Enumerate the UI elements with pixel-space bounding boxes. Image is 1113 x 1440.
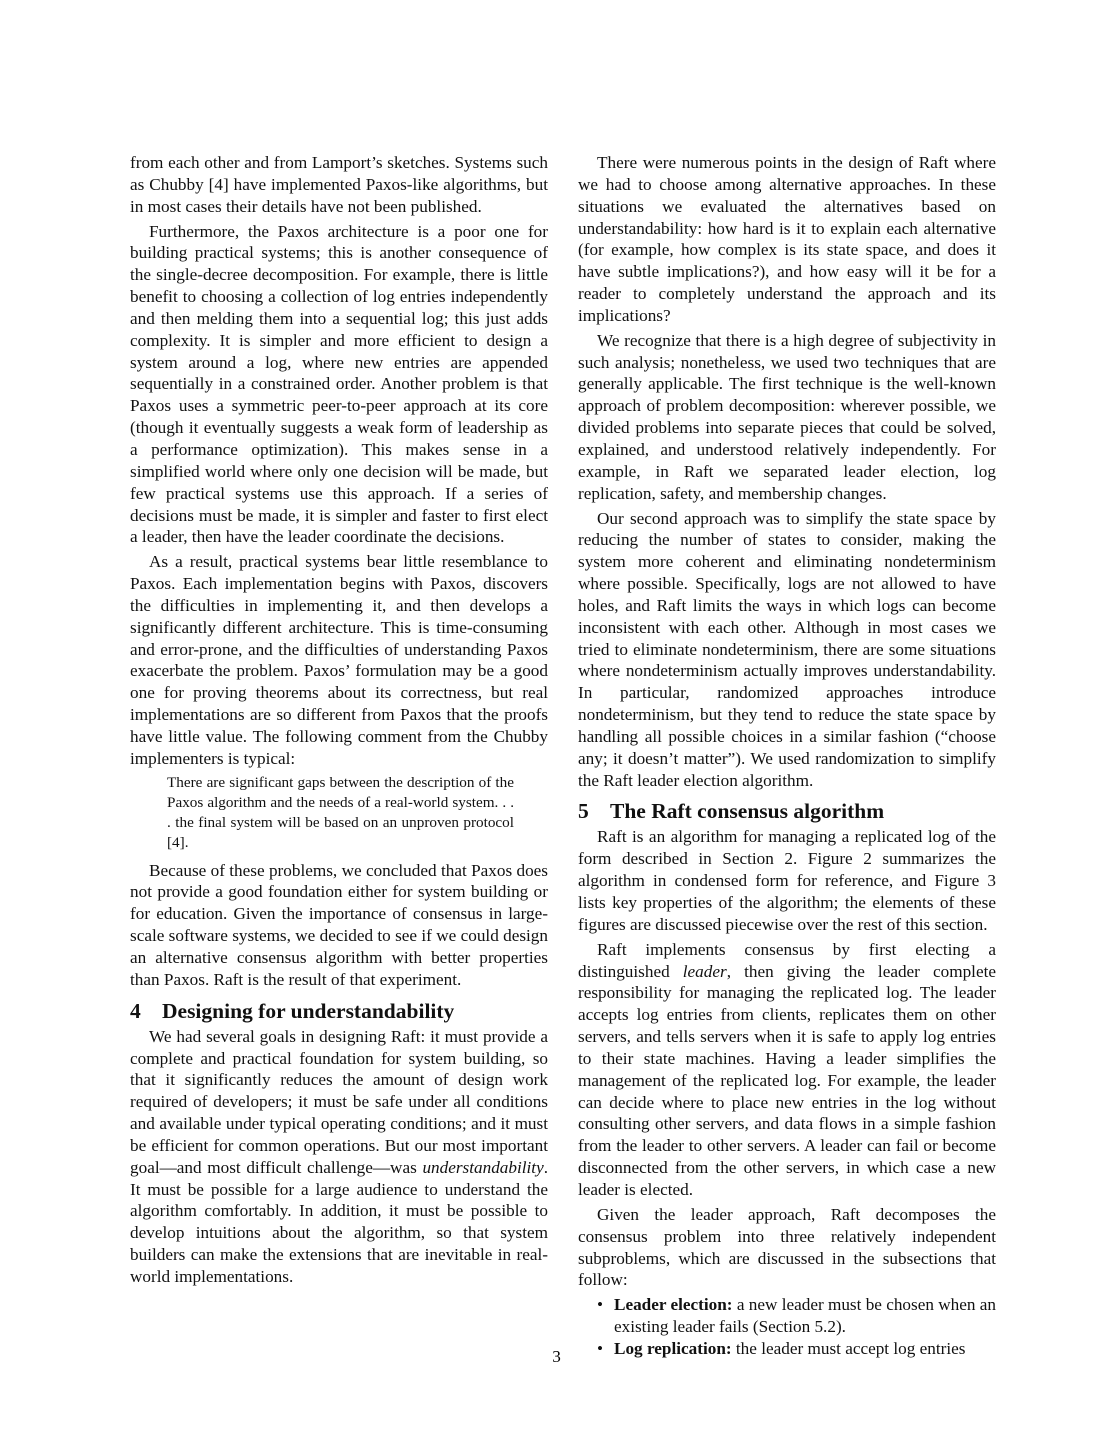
paragraph: Raft is an algorithm for managing a replicated log of the form described in Section 2. Figure 2 summarizes the algorithm in condensed form for reference, and Figure 3 lists key properties of the algorithm; the elements of these figures are discussed piecewise over the rest of this section. bbox=[578, 827, 996, 934]
paragraph: Given the leader approach, Raft decomposes the consensus problem into three relatively independent subproblems, which are discussed in the subsections that follow: bbox=[578, 1204, 996, 1290]
section-heading bbox=[578, 798, 996, 824]
paragraph bbox=[130, 1026, 548, 1288]
text-run: . It must be possible for a large audience to understand the algorithm comfortably. In addition, it must be possible to develop intuitions about the algorithm, so that system builders can make the extensions that are inevitable in real-world implementations. bbox=[130, 1157, 548, 1286]
section-title: The Raft consensus algorithm bbox=[610, 799, 885, 824]
list-item-label: Log replication: bbox=[614, 1338, 732, 1358]
left-column bbox=[130, 152, 548, 1291]
paragraph: Our second approach was to simplify the state space by reducing the number of states to consider, making the system more coherent and eliminating nondeterminism where possible. Specifically, logs are not allowed to have holes, and Raft limits the ways in which logs can become inconsistent with each other. Although in most cases we tried to eliminate nondeterminism, there are some situations where nondeterminism actually improves understandability. In particular, randomized approaches introduce nondeterminism, but they tend to reduce the state space by handling all possible choices in a similar fashion (“choose any; it doesn’t matter”). We used randomization to simplify the Raft leader election algorithm. bbox=[578, 508, 996, 790]
paragraph: We recognize that there is a high degree of subjectivity in such analysis; nonetheless, we used two techniques that are generally applicable. The first technique is the well-known approach of problem decomposition: wherever possible, we divided problems into separate pieces that could be solved, explained, and understood relatively independently. For example, in Raft we separated leader election, log replication, safety, and membership changes. bbox=[578, 330, 996, 503]
paragraph: There were numerous points in the design of Raft where we had to choose among alternative approaches. In these situations we evaluated the alternatives based on understandability: how hard is it to explain each alternative (for example, how complex is its state space, and does it have subtle implications?), and how easy will it be for a reader to completely understand the approach and its implications? bbox=[578, 153, 996, 325]
list-item-text: the leader must accept log entries bbox=[731, 1338, 966, 1358]
paragraph: from each other and from Lamport’s sketches. Systems such as Chubby [4] have implemented Paxos-like algorithms, but in most cases their details have not been published. bbox=[130, 153, 548, 216]
section-number: 4 bbox=[130, 998, 141, 1023]
page-number: 3 bbox=[552, 1347, 561, 1366]
block-quote: There are significant gaps between the description of the Paxos algorithm and the needs of a real-world system. . . . the final system will be based on an unproven protocol [4]. bbox=[167, 773, 514, 851]
section-title: Designing for understandability bbox=[162, 998, 455, 1023]
list-item-text: a new leader must be chosen when an existing leader fails (Section 5.2). bbox=[614, 1295, 996, 1337]
text-run: We had several goals in designing Raft: it must provide a complete and practical foundation for system building, so that it significantly reduces the amount of design work required of developers; it must be safe under all conditions and available under typical operating conditions; and it must be efficient for common operations. But our most important goal—and most difficult challenge—was bbox=[130, 1026, 548, 1177]
right-column bbox=[578, 152, 996, 1360]
list-item-label: Leader election: bbox=[614, 1295, 733, 1315]
bullet-icon: • bbox=[597, 1338, 604, 1358]
section-heading bbox=[130, 998, 548, 1024]
emphasis: understandability bbox=[422, 1157, 544, 1177]
text-run: Raft implements consensus by first electing a distinguished bbox=[578, 939, 996, 981]
paragraph: As a result, practical systems bear little resemblance to Paxos. Each implementation begins with Paxos, discovers the difficulties in implementing it, and then develops a significantly different architecture. This is time-consuming and error-prone, and the difficulties of understanding Paxos exacerbate the problem. Paxos’ formulation may be a good one for proving theorems about its correctness, but real implementations are so different from Paxos that the proofs have little value. The following comment from the Chubby implementers is typical: bbox=[130, 552, 548, 768]
paragraph: Furthermore, the Paxos architecture is a poor one for building practical systems; this is another consequence of the single-decree decomposition. For example, there is little benefit to choosing a collection of log entries independently and then melding them into a sequential log; this just adds complexity. It is simpler and more efficient to design a system around a log, where new entries are appended sequentially in a constrained order. Another problem is that Paxos uses a symmetric peer-to-peer approach at its core (though it eventually suggests a weak form of leadership as a performance optimization). This makes sense in a simplified world where only one decision will be made, but few practical systems use this approach. If a series of decisions must be made, it is simpler and faster to first elect a leader, then have the leader coordinate the decisions. bbox=[130, 221, 548, 547]
list-item bbox=[578, 1294, 996, 1338]
paragraph: Because of these problems, we concluded that Paxos does not provide a good foundation either for system building or for education. Given the importance of consensus in large-scale software systems, we decided to see if we could design an alternative consensus algorithm with better properties than Paxos. Raft is the result of that experiment. bbox=[130, 860, 548, 989]
bullet-icon: • bbox=[597, 1295, 604, 1315]
emphasis: leader bbox=[682, 961, 727, 981]
paragraph bbox=[578, 939, 996, 1201]
section-number: 5 bbox=[578, 799, 589, 824]
text-run: , then giving the leader complete responsibility for managing the replicated log. The leader accepts log entries from clients, replicates them on other servers, and tells servers when it is safe to apply log entries to their state machines. Having a leader simplifies the management of the replicated log. For example, the leader can decide where to place new entries in the log without consulting other servers, and data flows in a simple fashion from the leader to other servers. A leader can fail or become disconnected from the other servers, in which case a new leader is elected. bbox=[578, 961, 996, 1199]
